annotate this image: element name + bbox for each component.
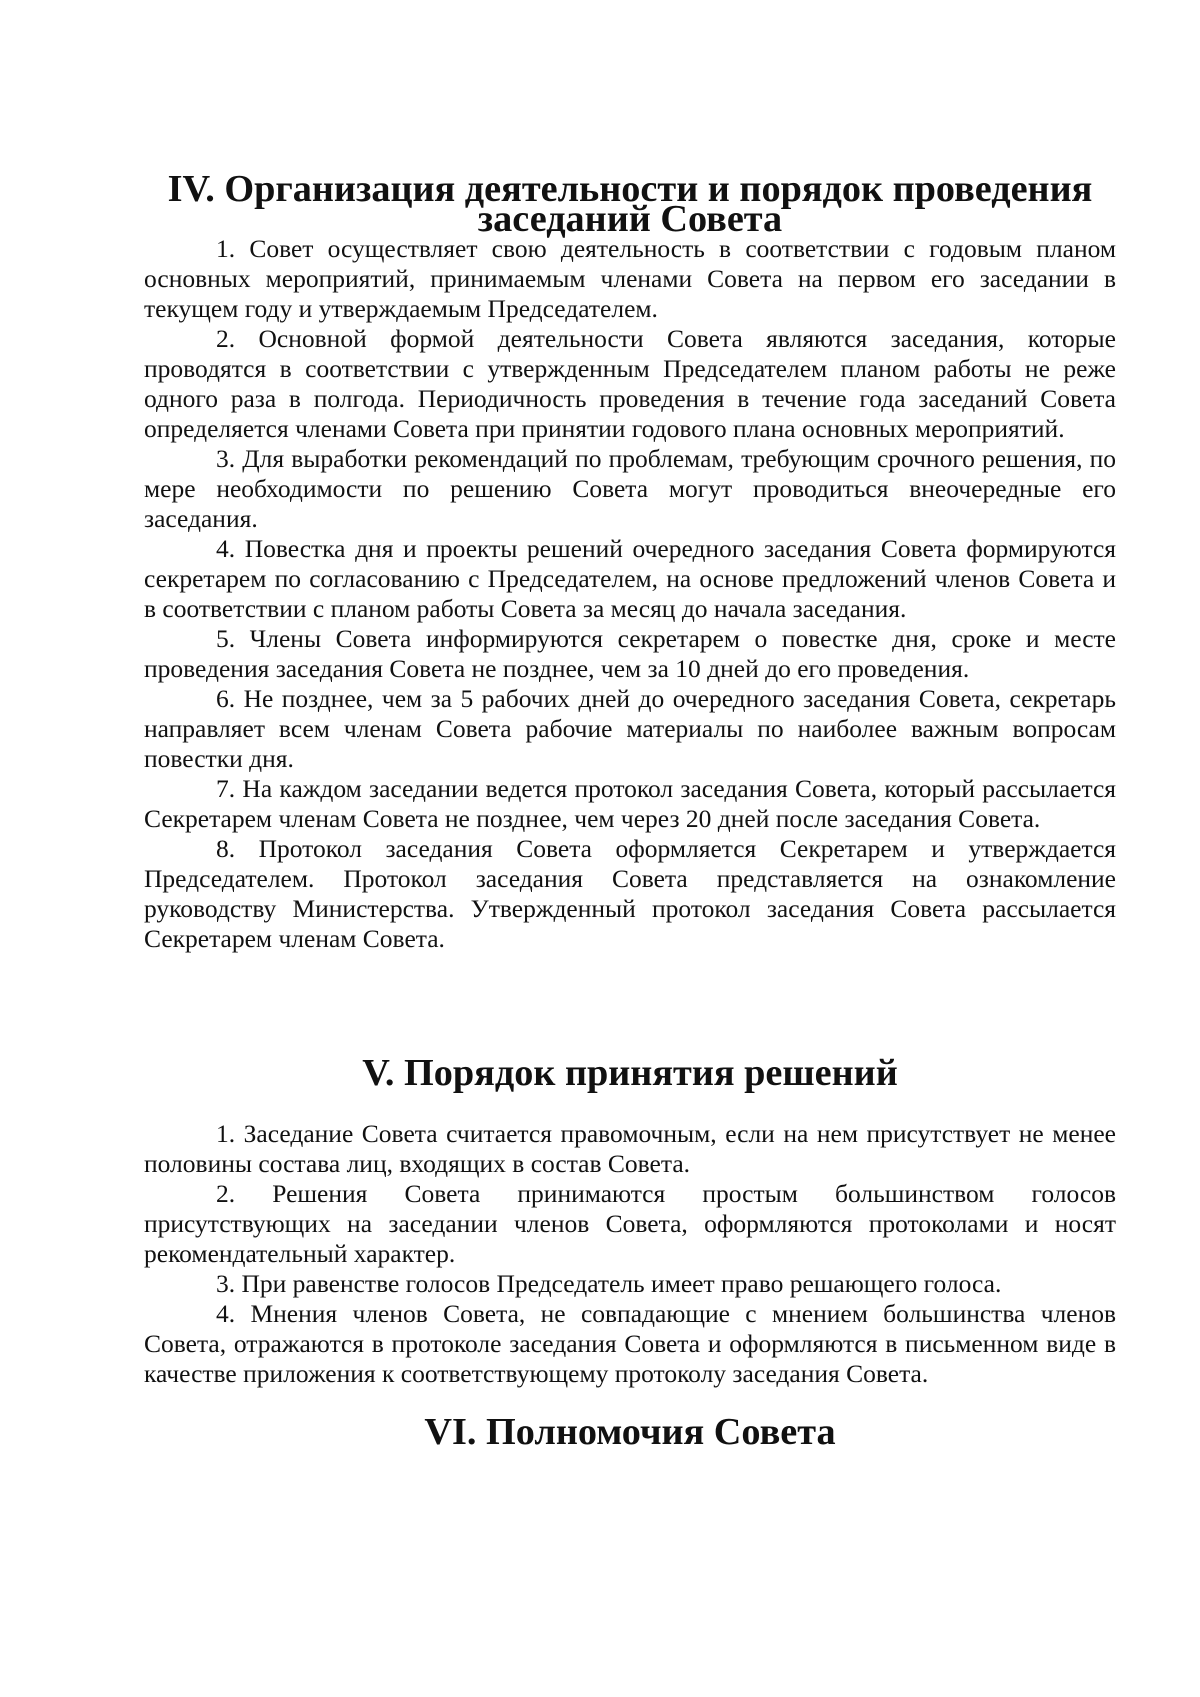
section-4-paragraph-2: 2. Основной формой деятельности Совета являются заседания, которые проводятся в соответствии с утвержденным Председателем планом работы не реже одного раза в полгода. Периодичность проведения в течение года заседаний Совета определяется членами Совета при принятии годового плана основных мероприятий.: [144, 324, 1116, 443]
section-4-paragraph-7: 7. На каждом заседании ведется протокол заседания Совета, который рассылается Секретарем членам Совета не позднее, чем через 20 дней после заседания Совета.: [144, 774, 1116, 833]
section-4-paragraph-8: 8. Протокол заседания Совета оформляется Секретарем и утверждается Председателем. Протокол заседания Совета представляется на ознакомление руководству Министерства. Утвержденный протокол заседания Совета рассылается Секретарем членам Совета.: [144, 834, 1116, 953]
section-4-title: IV. Организация деятельности и порядок проведения заседаний Совета: [167, 168, 1093, 240]
section-4-paragraph-3: 3. Для выработки рекомендаций по проблемам, требующим срочного решения, по мере необходимости по решению Совета могут проводиться внеочередные его заседания.: [144, 444, 1116, 533]
section-4-paragraph-1: 1. Совет осуществляет свою деятельность в соответствии с годовым планом основных мероприятий, принимаемым членами Совета на первом его заседании в текущем году и утверждаемым Председателем.: [144, 234, 1116, 323]
section-4-paragraph-6: 6. Не позднее, чем за 5 рабочих дней до очередного заседания Совета, секретарь направляет всем членам Совета рабочие материалы по наиболее важным вопросам повестки дня.: [144, 684, 1116, 773]
section-5-paragraph-4: 4. Мнения членов Совета, не совпадающие с мнением большинства членов Совета, отражаются в протоколе заседания Совета и оформляются в письменном виде в качестве приложения к соответствующему протоколу заседания Совета.: [144, 1299, 1116, 1388]
section-4-body: [144, 234, 1116, 954]
section-5-title: V. Порядок принятия решений: [362, 1052, 898, 1094]
section-6-title: VI. Полномочия Совета: [424, 1411, 836, 1453]
section-5-paragraph-1: 1. Заседание Совета считается правомочным, если на нем присутствует не менее половины состава лиц, входящих в состав Совета.: [144, 1119, 1116, 1178]
section-5-body: [144, 1119, 1116, 1389]
section-4-paragraph-5: 5. Члены Совета информируются секретарем о повестке дня, сроке и месте проведения заседания Совета не позднее, чем за 10 дней до его проведения.: [144, 624, 1116, 683]
section-4-paragraph-4: 4. Повестка дня и проекты решений очередного заседания Совета формируются секретарем по согласованию с Председателем, на основе предложений членов Совета и в соответствии с планом работы Совета за месяц до начала заседания.: [144, 534, 1116, 623]
section-5-paragraph-2: 2. Решения Совета принимаются простым большинством голосов присутствующих на заседании членов Совета, оформляются протоколами и носят рекомендательный характер.: [144, 1179, 1116, 1268]
section-5-paragraph-3: 3. При равенстве голосов Председатель имеет право решающего голоса.: [216, 1269, 1002, 1298]
